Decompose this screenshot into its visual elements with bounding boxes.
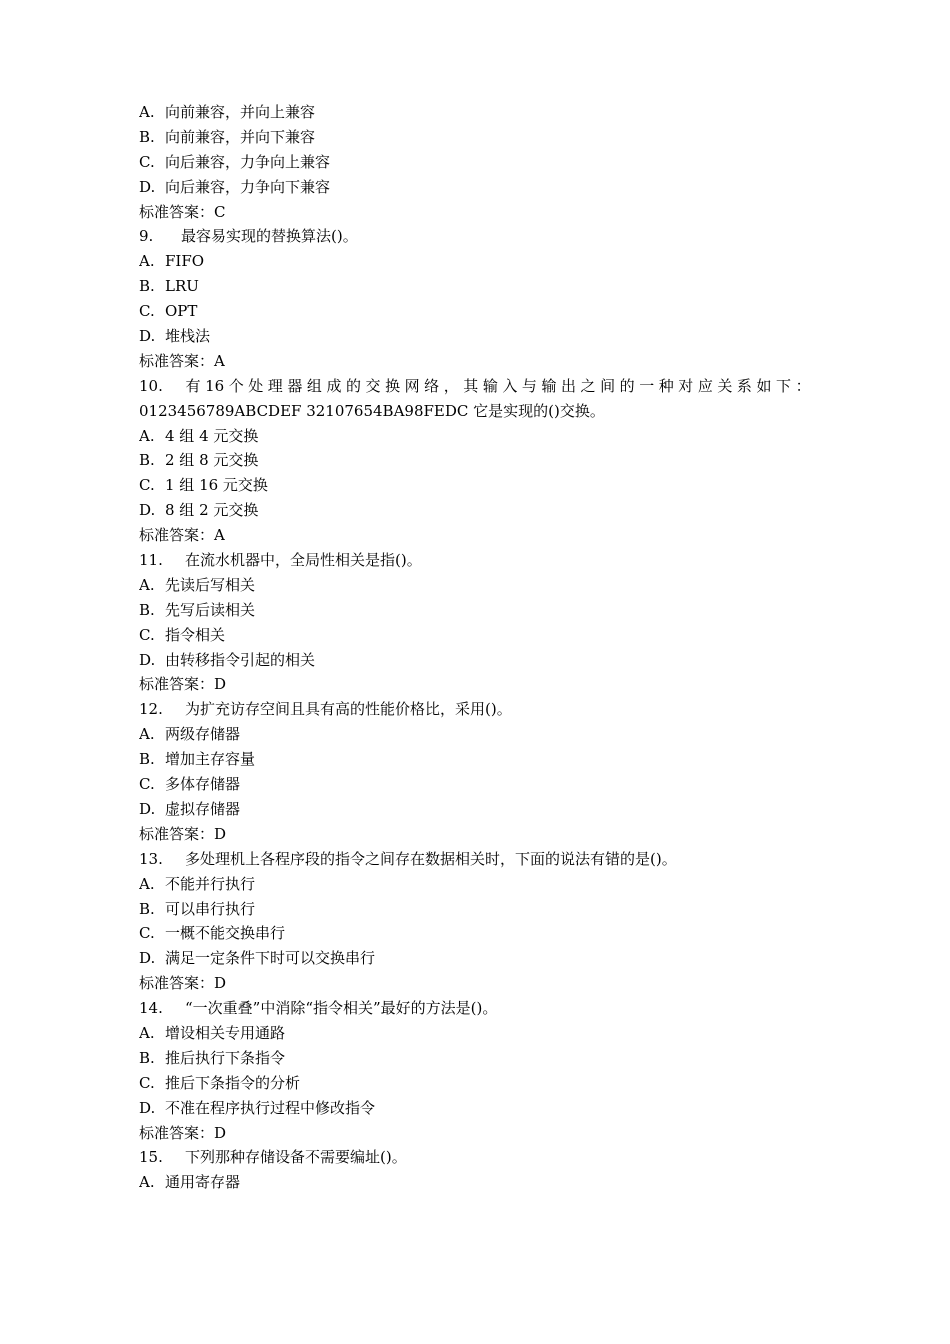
answer-line [139, 971, 811, 996]
option-text: 1 组 16 元交换 [165, 476, 268, 495]
option-line [139, 921, 811, 946]
question-text-segment: 入 [502, 376, 518, 395]
question-text-segment: 个 [228, 376, 244, 395]
question-number: 12. [139, 700, 163, 719]
question-number: 13. [139, 849, 163, 868]
option-text: OPT [165, 302, 198, 321]
question-text: 下列那种存储设备不需要编址()。 [185, 1148, 407, 1167]
question-number: 14. [139, 999, 163, 1018]
option-letter: C. [139, 1073, 155, 1092]
option-line [139, 623, 811, 648]
question-text-segment: 间 [600, 376, 616, 395]
option-line [139, 573, 811, 598]
option-text: 通用寄存器 [165, 1173, 241, 1192]
question-number: 9. [139, 227, 154, 246]
option-text: 两级存储器 [165, 725, 241, 744]
question-line [139, 996, 811, 1021]
standard-answer: 标准答案：A [139, 526, 225, 545]
question-text-segment: 对 [678, 376, 694, 395]
question-number: 10. [139, 376, 163, 395]
question-text-segment: 有 [185, 376, 201, 395]
option-text: 一概不能交换串行 [165, 924, 286, 943]
option-line [139, 797, 811, 822]
option-letter: B. [139, 750, 155, 769]
question-line [139, 697, 811, 722]
option-text: 多体存储器 [165, 775, 241, 794]
option-letter: B. [139, 451, 155, 470]
option-line [139, 125, 811, 150]
option-line [139, 473, 811, 498]
option-line [139, 872, 811, 897]
option-line [139, 249, 811, 274]
answer-line [139, 349, 811, 374]
option-text: 推后执行下条指令 [165, 1048, 286, 1067]
option-text: 满足一定条件下时可以交换串行 [165, 949, 376, 968]
standard-answer: 标准答案：D [139, 824, 227, 843]
question-text-segment: 网 [404, 376, 420, 395]
question-text-segment: 组 [306, 376, 322, 395]
question-text: 为扩充访存空间且具有高的性能价格比，采用()。 [185, 700, 512, 719]
option-letter: A. [139, 252, 155, 271]
option-line [139, 299, 811, 324]
option-letter: B. [139, 899, 155, 918]
option-text: 增设相关专用通路 [165, 1023, 286, 1042]
question-text-segment: 的 [619, 376, 635, 395]
option-letter: A. [139, 725, 155, 744]
question-text: 最容易实现的替换算法()。 [181, 227, 358, 246]
option-line [139, 648, 811, 673]
option-letter: B. [139, 277, 155, 296]
option-text: 增加主存容量 [165, 750, 256, 769]
option-text: 8 组 2 元交换 [165, 501, 259, 520]
option-text: 向前兼容，并向上兼容 [165, 103, 316, 121]
question-text-segment: 之 [580, 376, 596, 395]
option-text: 推后下条指令的分析 [165, 1073, 301, 1092]
question-text-segment: 16 [205, 376, 225, 395]
option-letter: A. [139, 426, 155, 445]
option-text: LRU [165, 277, 199, 296]
question-line [139, 1145, 811, 1170]
option-text: 堆栈法 [165, 327, 211, 346]
option-text: 不准在程序执行过程中修改指令 [165, 1098, 376, 1117]
standard-answer: 标准答案：A [139, 351, 225, 370]
option-line [139, 747, 811, 772]
option-text: 4 组 4 元交换 [165, 426, 259, 445]
question-number: 11. [139, 551, 163, 570]
option-text: 不能并行执行 [165, 874, 256, 893]
question-line [139, 224, 811, 249]
standard-answer: 标准答案：D [139, 675, 227, 694]
option-letter: A. [139, 1023, 155, 1042]
option-letter: D. [139, 501, 156, 520]
question-line [139, 548, 811, 573]
question-text-segment: 的 [345, 376, 361, 395]
question-text: 在流水机器中，全局性相关是指()。 [185, 551, 422, 570]
option-text: 向后兼容，力争向下兼容 [165, 177, 331, 196]
question-text-segment: 换 [385, 376, 401, 395]
option-line [139, 598, 811, 623]
answer-line [139, 822, 811, 847]
question-text-segment: 出 [561, 376, 577, 395]
question-text-segment: 种 [658, 376, 674, 395]
question-text-segment: 络 [424, 376, 440, 395]
option-text: 先写后读相关 [165, 600, 256, 619]
option-letter: B. [139, 1048, 155, 1067]
question-text-segment: 输 [541, 376, 557, 395]
question-text-segment: 如 [756, 376, 772, 395]
standard-answer: 标准答案：C [139, 202, 226, 221]
option-letter: D. [139, 327, 156, 346]
option-text: 由转移指令引起的相关 [165, 650, 316, 669]
question-text-segment: 输 [482, 376, 498, 395]
answer-line [139, 1121, 811, 1146]
answer-line [139, 200, 811, 225]
question-text-segment: 器 [287, 376, 303, 395]
question-text-segment: 与 [521, 376, 537, 395]
question-text-segment: 一 [639, 376, 655, 395]
option-letter: D. [139, 177, 156, 196]
question-number: 15. [139, 1148, 163, 1167]
question-text-segment: ， [443, 376, 459, 395]
option-letter: D. [139, 799, 156, 818]
option-line [139, 274, 811, 299]
option-text: 向后兼容，力争向上兼容 [165, 152, 331, 171]
question-text-segment: 交 [365, 376, 381, 395]
option-text: 指令相关 [165, 625, 226, 644]
option-line [139, 1096, 811, 1121]
option-letter: C. [139, 924, 155, 943]
option-letter: D. [139, 650, 156, 669]
option-letter: B. [139, 600, 155, 619]
option-line [139, 897, 811, 922]
question-text-segment: 成 [326, 376, 342, 395]
option-letter: A. [139, 575, 155, 594]
option-line [139, 175, 811, 200]
question-text: 0123456789ABCDEF 32107654BA98FEDC 它是实现的()交换。 [139, 401, 605, 420]
question-text-segment: 下 [776, 376, 792, 395]
option-line [139, 1046, 811, 1071]
question-line [139, 847, 811, 872]
option-line [139, 498, 811, 523]
standard-answer: 标准答案：D [139, 1123, 227, 1142]
option-letter: A. [139, 103, 155, 121]
standard-answer: 标准答案：D [139, 974, 227, 993]
question-text: “一次重叠”中消除“指令相关”最好的方法是()。 [185, 999, 498, 1018]
option-line [139, 722, 811, 747]
option-letter: C. [139, 625, 155, 644]
option-text: 向前兼容，并向下兼容 [165, 127, 316, 146]
option-line [139, 1071, 811, 1096]
option-letter: C. [139, 775, 155, 794]
option-letter: C. [139, 476, 155, 495]
question-line [139, 374, 811, 399]
document-page [139, 100, 811, 1195]
question-text-segment: 系 [736, 376, 752, 395]
option-letter: C. [139, 152, 155, 171]
question-text-segment: 处 [248, 376, 264, 395]
question-text: 多处理机上各程序段的指令之间存在数据相关时，下面的说法有错的是()。 [185, 849, 677, 868]
option-letter: D. [139, 1098, 156, 1117]
option-text: 先读后写相关 [165, 575, 256, 594]
answer-line [139, 672, 811, 697]
question-text-segment: 理 [267, 376, 283, 395]
option-line [139, 150, 811, 175]
option-text: 2 组 8 元交换 [165, 451, 259, 470]
question-text-segment: 其 [463, 376, 479, 395]
option-text: FIFO [165, 252, 205, 271]
option-letter: D. [139, 949, 156, 968]
option-line [139, 448, 811, 473]
option-line [139, 946, 811, 971]
question-text-segment: ： [795, 376, 811, 395]
question-text-segment: 关 [717, 376, 733, 395]
option-letter: B. [139, 127, 155, 146]
option-text: 可以串行执行 [165, 899, 256, 918]
option-letter: A. [139, 874, 155, 893]
option-letter: C. [139, 302, 155, 321]
option-line [139, 100, 811, 125]
answer-line [139, 523, 811, 548]
option-line [139, 1021, 811, 1046]
question-continuation [139, 399, 811, 424]
option-letter: A. [139, 1173, 155, 1192]
option-line [139, 1170, 811, 1195]
question-text-segment: 应 [697, 376, 713, 395]
option-text: 虚拟存储器 [165, 799, 241, 818]
option-line [139, 324, 811, 349]
option-line [139, 424, 811, 449]
option-line [139, 772, 811, 797]
